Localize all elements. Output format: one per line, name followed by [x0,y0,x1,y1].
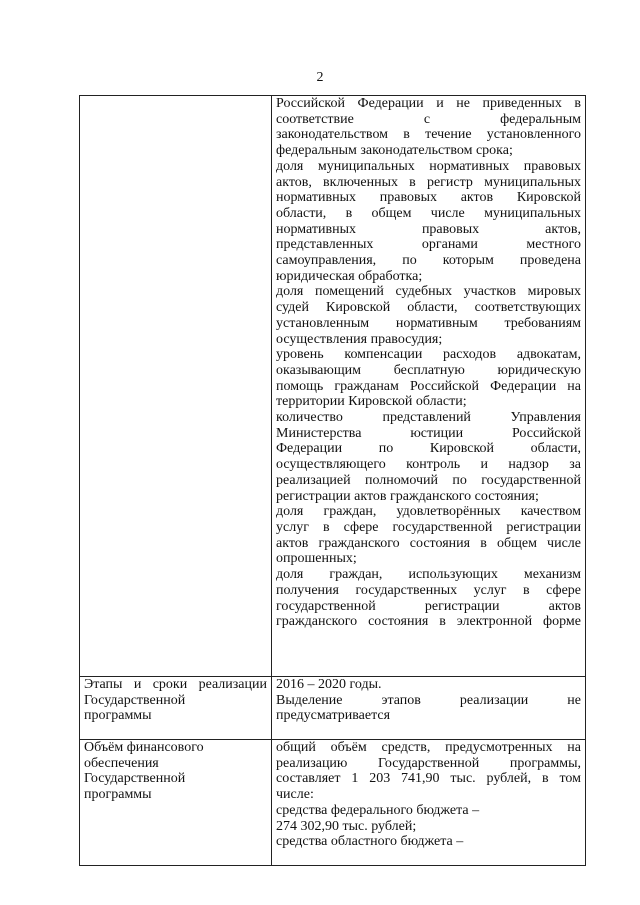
text-line: актов гражданского состояния в общем числе [276,535,581,551]
page-number: 2 [316,70,324,85]
text-line: оказывающим бесплатную юридическую [276,362,581,378]
text-line: доля муниципальных нормативных правовых [276,158,581,174]
row-content-cell [272,96,586,677]
text-line: судей Кировской области, соответствующих [276,300,581,316]
text-line: нормативных правовых актов Кировской [276,190,581,206]
text-line: опрошенных; [276,551,357,567]
text-line: программы [84,787,152,803]
text-line: обеспечения [84,755,159,771]
text-line: Выделение этапов реализации не [276,692,581,708]
text-line: предусматривается [276,708,391,724]
text-line: помощь гражданам Российской Федерации на [276,378,581,394]
text-line: нормативных правовых актов, [276,221,581,237]
text-line: доля помещений судебных участков мировых [276,284,581,300]
text-line: уровень компенсации расходов адвокатам, [276,347,581,363]
text-line: услуг в сфере государственной регистрации [276,519,581,535]
text-line: общий объём средств, предусмотренных на [276,740,581,755]
text-line: соответствие с федеральным [276,111,581,127]
text-line: Этапы и сроки реализации [84,677,267,692]
text-line: Объём финансового [84,740,204,755]
row-content-cell [272,677,586,740]
text-line: Российской Федерации и не приведенных в [276,96,581,111]
text-line: области, в общем числе муниципальных [276,205,581,221]
text-line: осуществления правосудия; [276,331,443,347]
text-line: федеральным законодательством срока; [276,143,513,159]
table-row-financing [80,740,586,866]
row-content-cell [272,740,586,866]
text-line: гражданского состояния в электронной форме [276,614,581,630]
text-line: средства областного бюджета – [276,834,464,850]
text-line: средства федерального бюджета – [276,802,480,818]
text-line: получения государственных услуг в сфере [276,582,581,598]
text-line: осуществляющего контроль и надзор за [276,457,581,473]
text-line: программы [84,708,152,724]
text-line: 2016 – 2020 годы. [276,677,382,692]
text-line: Федерации по Кировской области, [276,441,581,457]
text-line: юридическая обработка; [276,268,423,284]
text-line: реализацией полномочий по государственной [276,472,581,488]
text-line: реализацию Государственной программы, [276,755,581,771]
text-line: количество представлений Управления [276,410,581,426]
row-label-cell [80,677,272,740]
row-label-cell [80,96,272,677]
text-line: доля граждан, удовлетворённых качеством [276,504,581,520]
program-passport-table [79,95,586,866]
row-label-cell [80,740,272,866]
text-line: числе: [276,787,314,803]
text-line: Государственной [84,771,186,787]
text-line: государственной регистрации актов [276,598,581,614]
text-line: доля граждан, использующих механизм [276,567,581,583]
text-line: законодательством в течение установленного [276,127,581,143]
table-row-stages [80,677,586,740]
text-line: установленным нормативным требованиям [276,315,581,331]
table-row-indicators [80,96,586,677]
text-line: представленных органами местного [276,237,581,253]
text-line: составляет 1 203 741,90 тыс. рублей, в том [276,771,581,787]
text-line: самоуправления, по которым проведена [276,253,581,269]
text-line: актов, включенных в регистр муниципальных [276,174,581,190]
text-line: 274 302,90 тыс. рублей; [276,818,417,834]
text-line: Министерства юстиции Российской [276,425,581,441]
text-line: регистрации актов гражданского состояния; [276,488,539,504]
text-line: Государственной [84,692,186,708]
text-line: территории Кировской области; [276,394,467,410]
